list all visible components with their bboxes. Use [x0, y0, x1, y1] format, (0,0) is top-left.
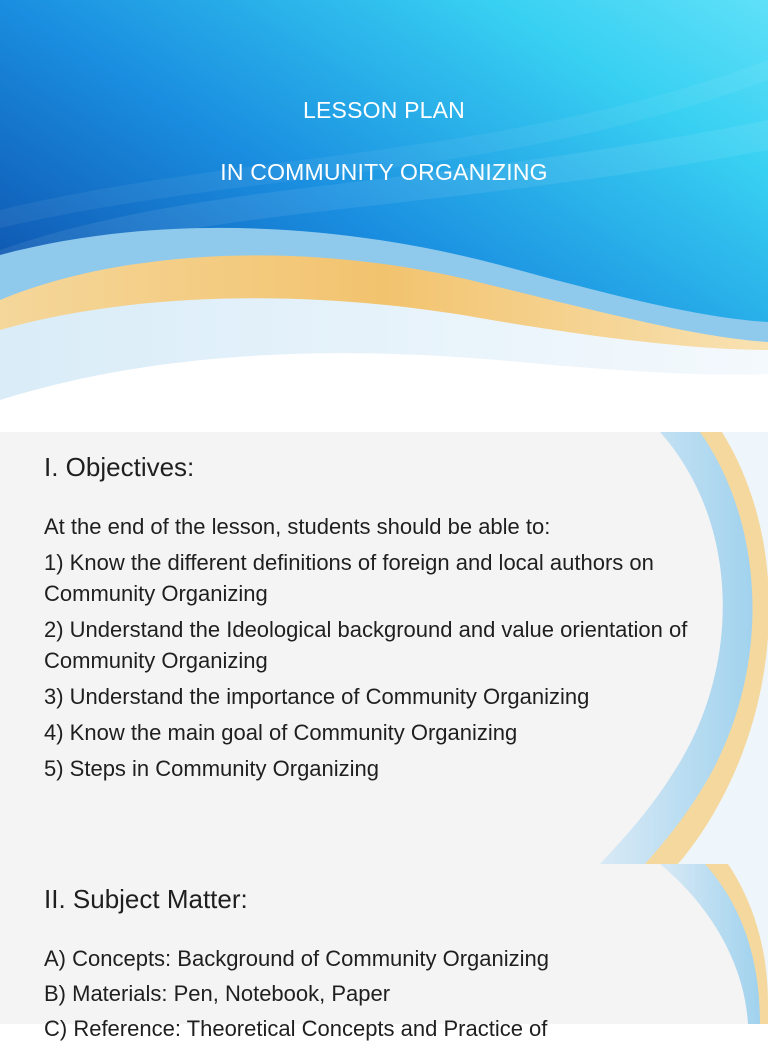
objective-item-1: 1) Know the different definitions of foreign and local authors on Community Organizing — [44, 550, 654, 606]
objectives-intro: At the end of the lesson, students should be able to: — [44, 514, 551, 539]
objectives-body — [44, 511, 734, 789]
title-line-lesson-plan: LESSON PLAN — [303, 97, 465, 123]
title-slide — [0, 0, 768, 432]
subject-item-a: A) Concepts: Background of Community Organizing — [44, 946, 550, 971]
subject-matter-heading: II. Subject Matter: — [44, 884, 248, 914]
subject-matter-body — [44, 943, 734, 1048]
title-slide-background — [0, 0, 768, 432]
subject-matter-slide — [0, 864, 768, 1041]
title-line-community-organizing: IN COMMUNITY ORGANIZING — [220, 159, 548, 185]
subject-item-c: C) Reference: Theoretical Concepts and Practice of — [44, 1016, 548, 1041]
objectives-heading: I. Objectives: — [44, 452, 195, 482]
subject-item-b: B) Materials: Pen, Notebook, Paper — [44, 981, 391, 1006]
objective-item-2: 2) Understand the Ideological background and value orientation of Community Organizing — [44, 617, 688, 673]
objectives-slide — [0, 432, 768, 864]
objective-item-3: 3) Understand the importance of Community Organizing — [44, 684, 590, 709]
objective-item-4: 4) Know the main goal of Community Organizing — [44, 720, 518, 745]
objective-item-5: 5) Steps in Community Organizing — [44, 756, 380, 781]
